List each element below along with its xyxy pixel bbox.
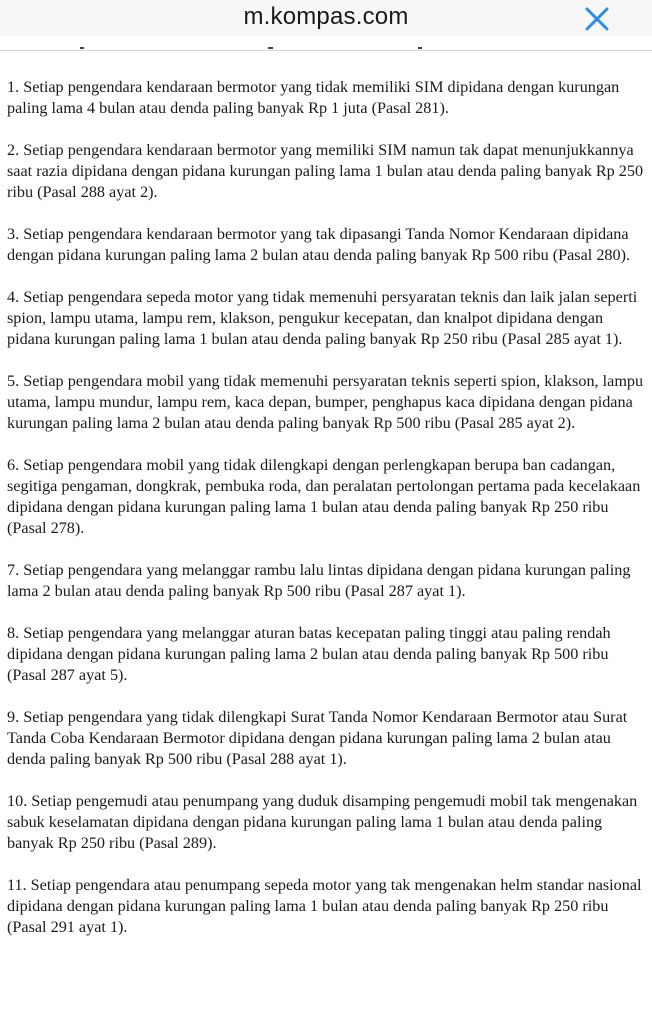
list-item: 8. Setiap pengendara yang melanggar aturan batas kecepatan paling tinggi atau paling rendah dipidana dengan pidana kurungan paling lama 2 bulan atau denda paling banyak Rp 500 ribu (Pasal 287 ayat 5). xyxy=(7,624,611,684)
list-item: 6. Setiap pengendara mobil yang tidak dilengkapi dengan perlengkapan berupa ban cadangan, segitiga pengaman, dongkrak, pembuka roda, dan peralatan pertolongan pertama pada kecelakaan dipidana dengan pidana kurungan paling lama 1 bulan atau denda paling banyak Rp 250 ribu (Pasal 278). xyxy=(7,456,641,537)
clipped-text-line xyxy=(0,42,652,50)
list-item: 10. Setiap pengemudi atau penumpang yang duduk disamping pengemudi mobil tak mengenakan sabuk keselamatan dipidana dengan pidana kurungan paling lama 1 bulan atau denda paling banyak Rp 250 ribu (Pasal 289). xyxy=(7,792,638,852)
list-item: 9. Setiap pengendara yang tidak dilengkapi Surat Tanda Nomor Kendaraan Bermotor atau Surat Tanda Coba Kendaraan Bermotor dipidana dengan pidana kurungan paling lama 2 bulan atau denda paling banyak Rp 500 ribu (Pasal 288 ayat 1). xyxy=(7,708,628,768)
list-item: 4. Setiap pengendara sepeda motor yang tidak memenuhi persyaratan teknis dan laik jalan seperti spion, lampu utama, lampu rem, klakson, pengukur kecepatan, dan knalpot dipidana dengan pidana kurungan paling lama 1 bulan atau denda paling banyak Rp 250 ribu (Pasal 285 ayat 1). xyxy=(7,288,638,348)
browser-top-bar xyxy=(0,0,652,36)
list-item: 11. Setiap pengendara atau penumpang sepeda motor yang tak mengenakan helm standar nasional dipidana dengan pidana kurungan paling lama 1 bulan atau denda paling banyak Rp 250 ribu (Pasal 291 ayat 1). xyxy=(7,876,642,936)
list-item: 2. Setiap pengendara kendaraan bermotor yang memiliki SIM namun tak dapat menunjukkannya saat razia dipidana dengan pidana kurungan paling lama 1 bulan atau denda paling banyak Rp 250 ribu (Pasal 288 ayat 2). xyxy=(7,141,644,201)
list-item: 7. Setiap pengendara yang melanggar rambu lalu lintas dipidana dengan pidana kurungan paling lama 2 bulan atau denda paling banyak Rp 500 ribu (Pasal 287 ayat 1). xyxy=(7,561,631,600)
list-item: 5. Setiap pengendara mobil yang tidak memenuhi persyaratan teknis seperti spion, klakson, lampu utama, lampu mundur, lampu rem, kaca depan, bumper, penghapus kaca dipidana dengan pidana kurungan paling lama 2 bulan atau denda paling banyak Rp 500 ribu (Pasal 285 ayat 2). xyxy=(7,372,644,432)
header-divider xyxy=(0,50,652,51)
list-item: 3. Setiap pengendara kendaraan bermotor yang tak dipasangi Tanda Nomor Kendaraan dipidana dengan pidana kurungan paling lama 2 bulan atau denda paling banyak Rp 500 ribu (Pasal 280). xyxy=(7,225,631,264)
article-body xyxy=(7,77,647,959)
close-icon[interactable] xyxy=(584,6,610,32)
list-item: 1. Setiap pengendara kendaraan bermotor yang tidak memiliki SIM dipidana dengan kurungan paling lama 4 bulan atau denda paling banyak Rp 1 juta (Pasal 281). xyxy=(7,78,620,117)
page-domain: m.kompas.com xyxy=(243,3,409,30)
